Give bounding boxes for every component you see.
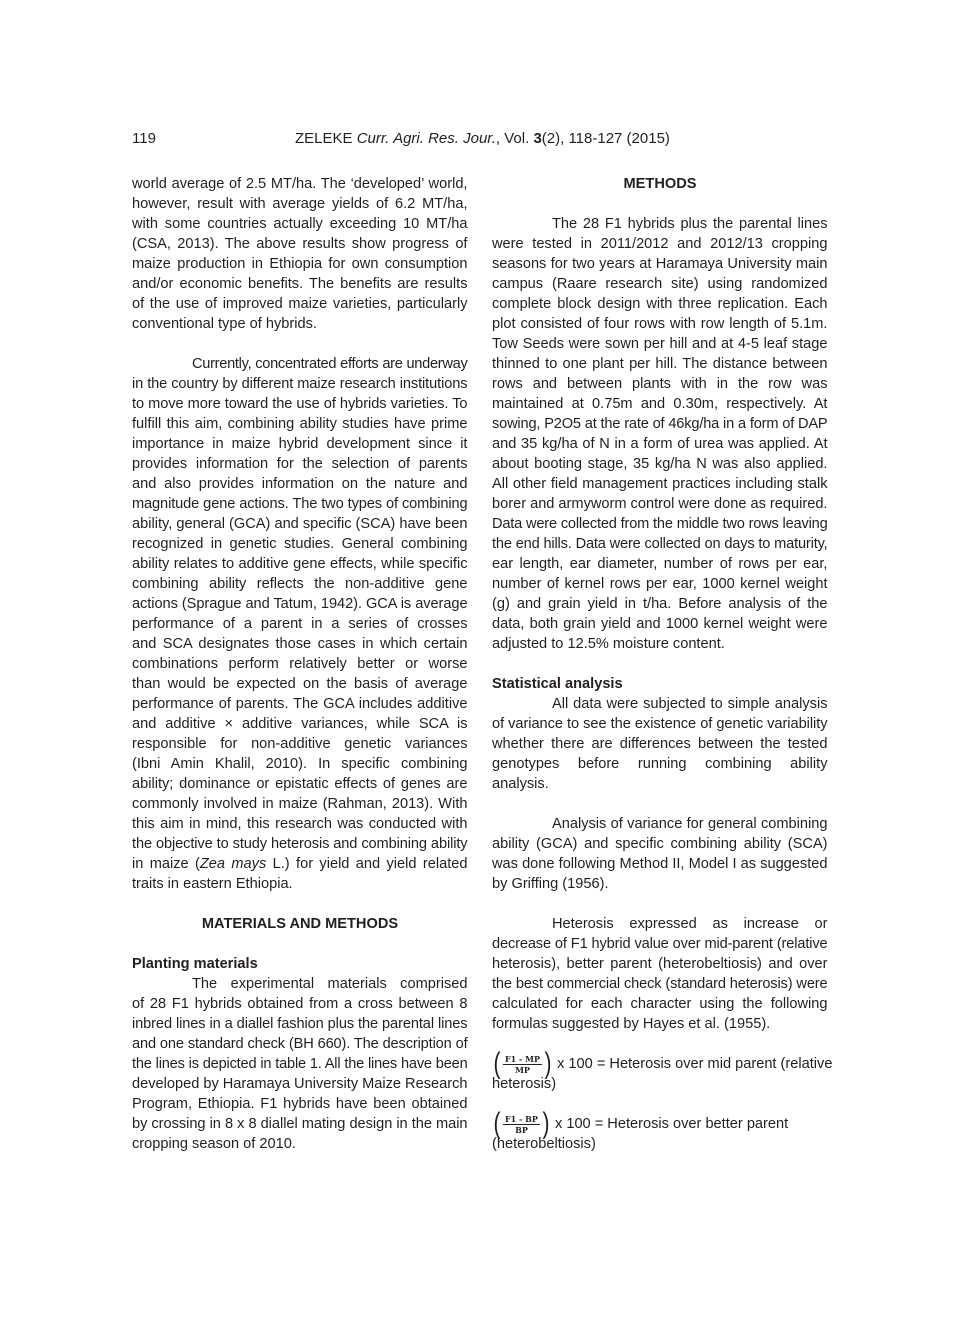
numerator: F1 - BP [505, 1113, 538, 1124]
blank-line [492, 194, 828, 214]
paragraph [132, 974, 468, 1154]
text-line: conventional type of hybrids. [132, 316, 317, 332]
left-parenthesis: ( [493, 1107, 501, 1140]
formula-continuation: (heterobeltiosis) [492, 1136, 596, 1152]
text-line: and also provides information on the nature and [132, 476, 468, 492]
text-line: Data were collected from the middle two rows leaving [492, 516, 828, 532]
text-line: plot consisted of four rows with row length of 5.1m. [492, 316, 828, 332]
text-line: genotypes before running combining ability [492, 756, 828, 772]
text-line: Program, Ethiopia. F1 hybrids have been obtained [132, 1096, 468, 1112]
text-line: Analysis of variance for general combining [552, 816, 828, 832]
text-line: performance of a parent in a series of crosses [132, 616, 468, 632]
text-line: of the use of improved maize varieties, particularly [132, 296, 468, 312]
vol-label: , Vol. [495, 130, 534, 147]
journal-name: Curr. Agri. Res. Jour. [356, 130, 496, 147]
text-line: magnitude gene actions. The two types of combining [132, 496, 468, 512]
text-line: Currently, concentrated efforts are underway [192, 356, 468, 372]
text-line: commonly involved in maize (Rahman, 2013). With [132, 796, 468, 812]
paragraph [492, 214, 828, 654]
text-line: by Griffing (1956). [492, 876, 609, 892]
right-parenthesis: ) [542, 1107, 550, 1140]
text-line: The 28 F1 hybrids plus the parental lines [552, 216, 828, 232]
text-line: Tow Seeds were sown per hill and at 4-5 leaf stage [492, 336, 828, 352]
text-line: (CSA, 2013). The above results show progress of [132, 236, 468, 252]
text-line: and SCA designates those cases in which certain [132, 636, 468, 652]
blank-line [132, 934, 468, 954]
text-line: about booting stage, 35 kg/ha N was also applied. [492, 456, 828, 472]
text-line: analysis. [492, 776, 549, 792]
text-line [132, 854, 468, 874]
blank-line [132, 894, 468, 914]
blank-line [492, 894, 828, 914]
text-line: were tested in 2011/2012 and 2012/13 cropping [492, 236, 828, 252]
left-column [132, 174, 468, 1154]
formula-description: x 100 = Heterosis over better parent [550, 1116, 789, 1132]
text-line: (Ibni Amin Khalil, 2010). In specific combining [132, 756, 468, 772]
text-line: than would be expected on the basis of average [132, 676, 468, 692]
text-line: the end hills. Data were collected on days to maturity, [492, 536, 828, 552]
italic-text: Zea mays [199, 856, 267, 872]
text-line: rows and between plants with in the row was [492, 376, 828, 392]
text-line: and one standard check (BH 660). The description of [132, 1036, 468, 1052]
text-line: was done following Method II, Model I as suggested [492, 856, 828, 872]
text-line: data, both grain yield and 1000 kernel weight were [492, 616, 828, 632]
formula-continuation: heterosis) [492, 1076, 557, 1092]
text-segment: L.) for yield and yield related [266, 856, 468, 872]
text-line: maize production in Ethiopia for own consumption [132, 256, 468, 272]
text-line: Heterosis expressed as increase or [552, 916, 828, 932]
subsection-heading: Statistical analysis [492, 676, 623, 692]
paragraph [132, 354, 468, 894]
section-heading: METHODS [623, 176, 697, 192]
text-line: in the country by different maize research institutions [132, 376, 468, 392]
text-line: the lines is depicted in table 1. All the lines have been [132, 1056, 468, 1072]
text-line: ear length, ear diameter, number of rows per ear, [492, 556, 828, 572]
issue-pages: (2), 118-127 (2015) [541, 130, 670, 147]
denominator: MP [515, 1064, 530, 1075]
text-line: (g) and grain yield in t/ha. Before analysis of the [492, 596, 828, 612]
text-line: of 28 F1 hybrids obtained from a cross between 8 [132, 996, 468, 1012]
text-line: this aim in mind, this research was conducted with [132, 816, 468, 832]
text-line: world average of 2.5 MT/ha. The ‘developed’ world, [132, 176, 468, 192]
text-line: ability, general (GCA) and specific (SCA) have been [132, 516, 468, 532]
text-line: All data were subjected to simple analysis [552, 696, 828, 712]
right-parenthesis: ) [544, 1047, 552, 1080]
left-parenthesis: ( [493, 1047, 501, 1080]
text-line: maintained at 0.75m and 0.30m, respectively. At [492, 396, 828, 412]
text-line: performance of parents. The GCA includes additive [132, 696, 468, 712]
text-line: and/or economic benefits. The benefits are results [132, 276, 468, 292]
text-line: cropping season of 2010. [132, 1136, 296, 1152]
text-line: calculated for each character using the following [492, 996, 828, 1012]
fraction [503, 1054, 542, 1075]
heterosis-formula [492, 1047, 833, 1080]
heterosis-formula [492, 1107, 828, 1140]
text-segment: in maize ( [132, 856, 200, 872]
text-line: formulas suggested by Hayes et al. (1955). [492, 1016, 771, 1032]
text-line: however, result with average yields of 6.2 MT/ha, [132, 196, 468, 212]
paragraph [492, 914, 828, 1034]
text-line: inbred lines in a diallel fashion plus the parental lines [132, 1016, 468, 1032]
text-line: the best commercial check (standard heterosis) were [492, 976, 828, 992]
text-line: traits in eastern Ethiopia. [132, 876, 293, 892]
section-heading: MATERIALS AND METHODS [201, 916, 399, 932]
paragraph [132, 174, 468, 334]
text-line: complete block design with three replication. Each [492, 296, 828, 312]
text-line: and 35 kg/ha of N in a form of urea was applied. At [492, 436, 828, 452]
text-line: The experimental materials comprised [192, 976, 468, 992]
text-line: ability; dominance or epistatic effects of genes are [132, 776, 468, 792]
denominator: BP [515, 1124, 528, 1135]
volume: 3 [533, 130, 542, 147]
fraction [503, 1114, 540, 1135]
text-line: decrease of F1 hybrid value over mid-parent (relative [492, 936, 828, 952]
text-line: the objective to study heterosis and combining ability [132, 836, 468, 852]
text-line: developed by Haramaya University Maize Research [132, 1076, 468, 1092]
text-line: importance in maize hybrid development since it [132, 436, 468, 452]
numerator: F1 - MP [505, 1053, 541, 1064]
blank-line [492, 654, 828, 674]
text-line: recognized in genetic studies. General combining [132, 536, 468, 552]
text-line: fulfill this aim, combining ability studies have prime [132, 416, 468, 432]
text-line: borer and armyworm control were done as required. [492, 496, 828, 512]
text-line: responsible for non-additive genetic variances [132, 736, 468, 752]
right-column [492, 174, 833, 1154]
text-line: sowing, P2O5 at the rate of 46kg/ha in a form of DAP [492, 416, 828, 432]
journal-citation [295, 129, 670, 149]
text-line: All other field management practices including stalk [492, 476, 828, 492]
paragraph [492, 814, 828, 894]
text-line: with some countries actually exceeding 10 MT/ha [132, 216, 468, 232]
formula-description: x 100 = Heterosis over mid parent (relative [553, 1056, 833, 1072]
text-line: thinned to one plant per hill. The distance between [492, 356, 828, 372]
blank-line [132, 334, 468, 354]
text-line: and additive × additive variances, while SCA is [132, 716, 468, 732]
text-line: number of kernel rows per ear, 1000 kernel weight [492, 576, 828, 592]
text-line: heterosis), better parent (heterobeltiosis) and over [492, 956, 828, 972]
text-line: ability relates to additive gene effects, while specific [132, 556, 468, 572]
blank-line [492, 794, 828, 814]
author: ZELEKE [295, 130, 357, 147]
text-line: campus (Raare research site) using randomized [492, 276, 828, 292]
text-line: combining ability reflects the non-additive gene [132, 576, 468, 592]
text-line: adjusted to 12.5% moisture content. [492, 636, 725, 652]
blank-line [492, 1034, 828, 1054]
text-line: by crossing in 8 x 8 diallel mating design in the main [132, 1116, 468, 1132]
text-line: seasons for two years at Haramaya University main [492, 256, 828, 272]
text-line: combinations perform relatively better or worse [132, 656, 468, 672]
text-line: whether there are differences between the tested [492, 736, 828, 752]
text-line: actions (Sprague and Tatum, 1942). GCA is average [132, 596, 468, 612]
text-line: to move more toward the use of hybrids varieties. To [132, 396, 468, 412]
text-line: ability (GCA) and specific combining ability (SCA) [492, 836, 828, 852]
text-line: provides information for the selection of parents [132, 456, 468, 472]
subsection-heading: Planting materials [132, 956, 258, 972]
page-number: 119 [132, 130, 156, 147]
paragraph [492, 694, 828, 794]
text-line: of variance to see the existence of genetic variability [492, 716, 828, 732]
